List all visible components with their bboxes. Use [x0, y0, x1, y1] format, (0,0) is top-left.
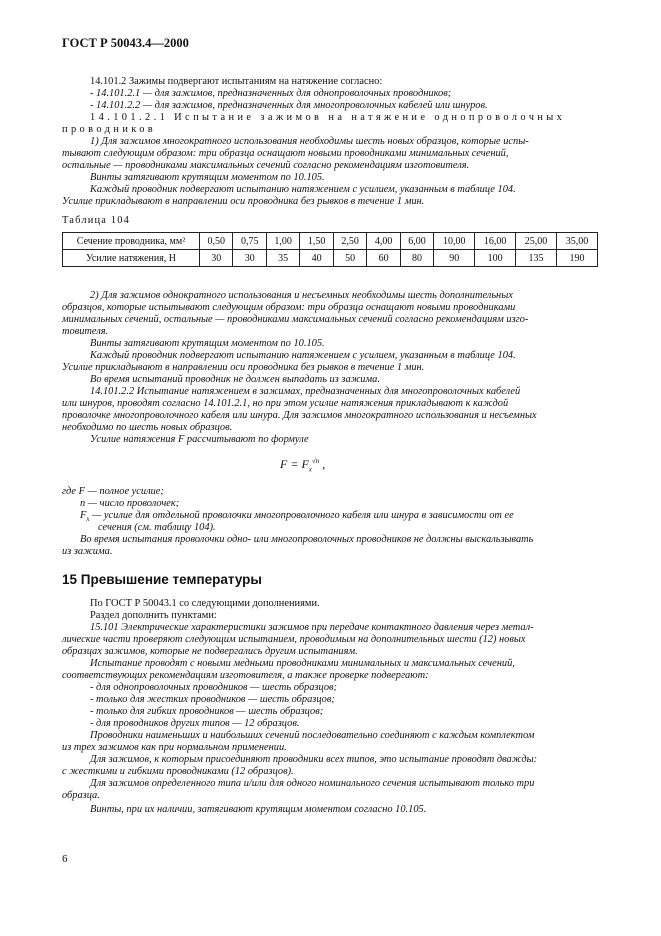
paragraph-line: Винты затягивают крутящим моментом по 10.105.	[90, 172, 325, 183]
paragraph-line: 1) Для зажимов многократного использования необходимы шесть новых образцов, которые испы-	[90, 136, 529, 147]
table-cell: Сечение проводника, мм²	[63, 233, 200, 250]
table-cell: 0,50	[200, 233, 233, 250]
formula-f: F	[301, 457, 309, 471]
paragraph-line: 14.101.2 Зажимы подвергают испытаниям на натяжение согласно:	[90, 76, 383, 87]
table-cell: 100	[475, 250, 516, 267]
table-row	[63, 233, 598, 250]
paragraph-line: образцах зажимов, которые не подвергались другим испытаниям.	[62, 646, 358, 657]
paragraph-line: с жесткими и гибкими проводниками (12 образцов).	[62, 766, 294, 777]
paragraph-line: Каждый проводник подвергают испытанию натяжением с усилием, указанным в таблице 104.	[90, 184, 516, 195]
paragraph-line: соответствующих рекомендациям изготовителя, а также проверке подвергают:	[62, 670, 429, 681]
table-cell: Усилие натяжения, Н	[63, 250, 200, 267]
list-item: - только для гибких проводников — шесть образцов;	[90, 706, 324, 717]
paragraph-line: или шнуров, проводят согласно 14.101.2.1, но при этом усилие натяжения прикладывают к каждой	[62, 398, 509, 409]
table-cell: 35,00	[557, 233, 598, 250]
paragraph-line: Во время испытаний проводник не должен выпадать из зажима.	[90, 374, 380, 385]
table-cell: 30	[200, 250, 233, 267]
paragraph-line: 15.101 Электрические характеристики зажимов при передаче контактного давления через метал-	[90, 622, 534, 633]
list-item: - 14.101.2.2 — для зажимов, предназначенных для многопроволочных кабелей или шнуров.	[90, 100, 488, 111]
paragraph-line: 14.101.2.2 Испытание натяжением в зажимах, предназначенных для многопроволочных кабелей	[90, 386, 521, 397]
definition-line: где F — полное усилие;	[62, 486, 164, 497]
paragraph-line: тывают следующим образом: три образца оснащают новыми проводниками минимальных сечений,	[62, 148, 509, 159]
paragraph-line: минимальных сечений, остальные — проводниками максимальных сечений согласно рекомендациям изго-	[62, 314, 529, 325]
paragraph-line: Усилие прикладывают в направлении оси проводника без рывков в течение 1 мин.	[62, 362, 425, 373]
paragraph-line: Проводники наименьших и наибольших сечений последовательно соединяют с каждым комплектом	[90, 730, 535, 741]
paragraph-line: 2) Для зажимов однократного использования и несъемных необходимы шесть дополнительных	[90, 290, 513, 301]
paragraph-line: образцов, которые испытывают следующим образом: три образца оснащают новыми проводниками	[62, 302, 516, 313]
table-cell: 25,00	[516, 233, 557, 250]
table-cell: 80	[400, 250, 433, 267]
table-cell: 1,50	[300, 233, 333, 250]
formula-lhs: F	[280, 457, 288, 471]
table-cell: 30	[233, 250, 266, 267]
table-cell: 90	[434, 250, 475, 267]
definition-line: n — число проволочек;	[80, 498, 180, 509]
list-item: - для проводников других типов — 12 образцов.	[90, 718, 300, 729]
table-cell: 16,00	[475, 233, 516, 250]
definition-line: сечения (см. таблицу 104).	[98, 522, 216, 533]
paragraph-line: Усилие натяжения F рассчитывают по формуле	[90, 434, 309, 445]
paragraph-line: Испытание проводят с новыми медными проводниками минимальных и максимальных сечений,	[90, 658, 515, 669]
list-item: - 14.101.2.1 — для зажимов, предназначенных для однопроволочных проводников;	[90, 88, 452, 99]
fx-symbol: F	[80, 510, 87, 521]
list-item: - для однопроволочных проводников — шесть образцов;	[90, 682, 337, 693]
table-cell: 190	[557, 250, 598, 267]
list-item: - только для жестких проводников — шесть образцов;	[90, 694, 335, 705]
paragraph-line: из зажима.	[62, 546, 113, 557]
table-cell: 0,75	[233, 233, 266, 250]
paragraph-line: Для зажимов определенного типа и/или для одного номинального сечения испытывают только три	[90, 778, 535, 789]
table-caption: Таблица 104	[62, 215, 131, 226]
subsection-heading: 14.101.2.1 Испытание зажимов на натяжение однопроволочных	[90, 112, 566, 123]
document-header: ГОСТ Р 50043.4—2000	[62, 36, 189, 50]
paragraph-line: проволочке многопроволочного кабеля или шнура. Для зажимов многократного использования и несъемных	[62, 410, 537, 421]
formula-root: √n	[311, 457, 320, 465]
table-104	[62, 232, 598, 267]
formula-tail: ,	[322, 457, 326, 471]
paragraph-line: Винты, при их наличии, затягивают крутящим моментом согласно 10.105.	[90, 804, 427, 815]
formula-eq: =	[290, 457, 299, 471]
paragraph-line: остальные — проводниками максимальных сечений согласно рекомендациям изготовителя.	[62, 160, 470, 171]
paragraph-line: Для зажимов, к которым присоединяют проводники всех типов, это испытание проводят дважды:	[90, 754, 538, 765]
table-cell: 4,00	[367, 233, 400, 250]
fx-definition: — усилие для отдельной проволочки многопроволочного кабеля или шнура в зависимости от ее	[92, 510, 514, 521]
table-cell: 10,00	[434, 233, 475, 250]
paragraph-line: лические части проверяют следующим испытанием, проводимым на дополнительных шести (12) новых	[62, 634, 526, 645]
paragraph-line: из трех зажимов как при нормальном применении.	[62, 742, 287, 753]
subsection-heading: проводников	[62, 124, 157, 135]
paragraph-line: Винты затягивают крутящим моментом по 10.105.	[90, 338, 325, 349]
table-cell: 40	[300, 250, 333, 267]
table-cell: 2,50	[333, 233, 366, 250]
page-number: 6	[62, 853, 68, 865]
paragraph-line: Раздел дополнить пунктами:	[90, 610, 217, 621]
table-row	[63, 250, 598, 267]
table-cell: 135	[516, 250, 557, 267]
paragraph-line: необходимо по шесть новых образцов.	[62, 422, 233, 433]
formula	[280, 457, 325, 473]
paragraph-line: образца.	[62, 790, 100, 801]
table-cell: 50	[333, 250, 366, 267]
paragraph-line: товителя.	[62, 326, 109, 337]
section-title: 15 Превышение температуры	[62, 572, 262, 587]
paragraph-line: Каждый проводник подвергают испытанию натяжением с усилием, указанным в таблице 104.	[90, 350, 516, 361]
table-cell: 35	[266, 250, 299, 267]
fx-sub: x	[86, 515, 90, 524]
table-cell: 6,00	[400, 233, 433, 250]
table-cell: 1,00	[266, 233, 299, 250]
table-cell: 60	[367, 250, 400, 267]
formula-sub: x	[308, 465, 312, 474]
paragraph-line: Во время испытания проволочки одно- или многопроволочных проводников не должны выскальзывать	[80, 534, 534, 545]
paragraph-line: Усилие прикладывают в направлении оси проводника без рывков в течение 1 мин.	[62, 196, 425, 207]
paragraph-line: По ГОСТ Р 50043.1 со следующими дополнениями.	[90, 598, 320, 609]
